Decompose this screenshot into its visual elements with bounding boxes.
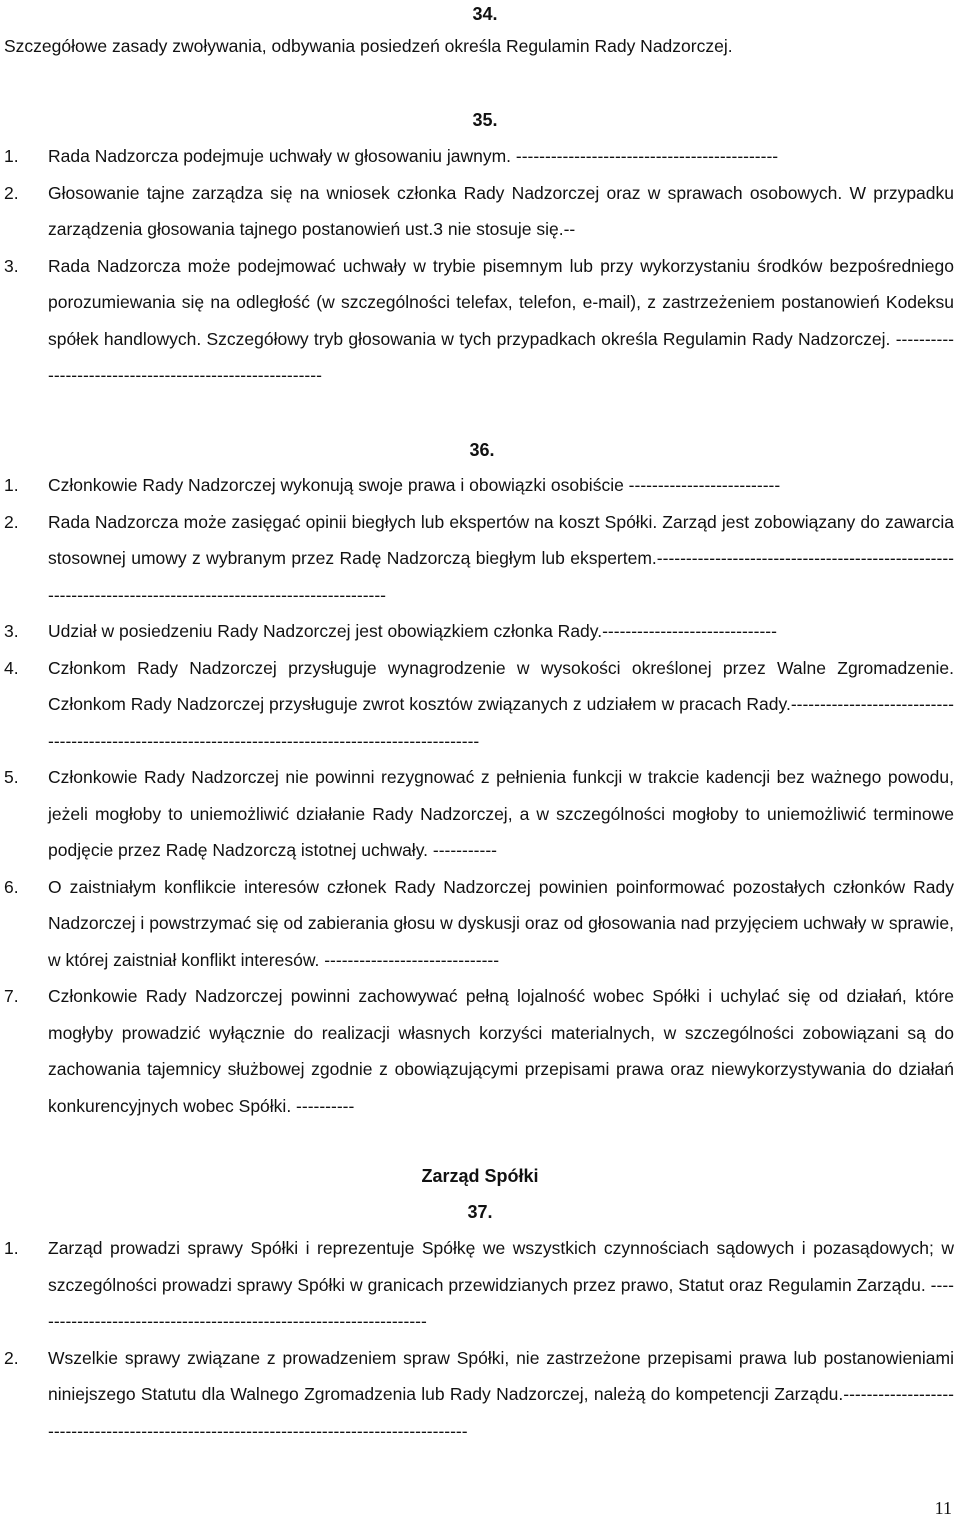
section-37-number: 37. xyxy=(467,1202,493,1222)
item-number: 7. xyxy=(4,986,19,1006)
list-item xyxy=(0,978,960,1124)
list-item xyxy=(0,650,960,760)
section-36-list xyxy=(0,467,960,1124)
item-text: Głosowanie tajne zarządza się na wniosek członka Rady Nadzorczej oraz w sprawach osobowych. W przypadku zarządzenia głosowania tajnego postanowień ust.3 nie stosuje się.-- xyxy=(48,182,954,239)
section-35 xyxy=(0,104,960,394)
item-text: Członkowie Rady Nadzorczej powinni zachowywać pełną lojalność wobec Spółki i uchylać się od działań, które mogłyby prowadzić wyłącznie do realizacji własnych korzyści materialnych, w szczególności zobowiązani są do zachowania tajemnicy służbowej zgodnie z obowiązującymi przepisami prawa oraz niewykorzystywania do działań konkurencyjnych wobec Spółki. ---------- xyxy=(48,986,954,1116)
item-number: 1. xyxy=(4,475,19,495)
list-item xyxy=(0,175,960,248)
section-35-number: 35. xyxy=(472,110,498,130)
item-number: 5. xyxy=(4,767,19,787)
section-37-list xyxy=(0,1230,960,1449)
item-number: 2. xyxy=(4,182,19,203)
item-text: Udział w posiedzeniu Rady Nadzorczej jest obowiązkiem członka Rady.------------------------------ xyxy=(48,621,777,641)
item-number: 2. xyxy=(4,1347,19,1368)
item-text: Rada Nadzorcza może podejmować uchwały w trybie pisemnym lub przy wykorzystaniu środków bezpośredniego porozumiewania się na odległość (w szczególności telefax, telefon, e-mail), z zastrzeżeniem postanowień Kodeksu spółek handlowych. Szczegółowy tryb głosowania w tych przypadkach określa Regulamin Rady Nadzorczej. --------------------------------------------------------- xyxy=(48,255,954,385)
item-number: 2. xyxy=(4,511,19,532)
section-37 xyxy=(0,1158,960,1449)
section-36-number: 36. xyxy=(469,440,495,460)
item-text: O zaistniałym konflikcie interesów członek Rady Nadzorczej powinien poinformować pozostałych członków Rady Nadzorczej i powstrzymać się od zabierania głosu w dyskusji oraz od głosowania nad przyjęciem uchwały w sprawie, w której zaistniał konflikt interesów. ------------------------------ xyxy=(48,876,954,970)
section-34-number: 34. xyxy=(472,4,498,24)
list-item xyxy=(0,138,960,175)
item-text: Rada Nadzorcza podejmuje uchwały w głosowaniu jawnym. --------------------------------------------- xyxy=(48,146,779,166)
list-item xyxy=(0,613,960,650)
section-35-list xyxy=(0,138,960,394)
item-number: 1. xyxy=(4,1238,19,1258)
section-34 xyxy=(0,0,960,64)
item-number: 6. xyxy=(4,876,19,897)
item-number: 3. xyxy=(4,255,19,276)
page-number: 11 xyxy=(934,1498,952,1518)
list-item xyxy=(0,467,960,504)
item-number: 3. xyxy=(4,621,19,641)
item-text: Wszelkie sprawy związane z prowadzeniem spraw Spółki, nie zastrzeżone przepisami prawa lub postanowieniami niniejszego Statutu dla Walnego Zgromadzenia lub Rady Nadzorczej, należą do kompetencji Zarządu.------------------------------------------------------------------------------------------- xyxy=(48,1347,954,1441)
list-item xyxy=(0,504,960,614)
list-item xyxy=(0,869,960,979)
section-36 xyxy=(0,433,960,1124)
list-item xyxy=(0,759,960,869)
list-item xyxy=(0,248,960,394)
item-number: 4. xyxy=(4,657,19,678)
item-text: Członkowie Rady Nadzorczej nie powinni rezygnować z pełnienia funkcji w trakcie kadencji bez ważnego powodu, jeżeli mogłoby to uniemożliwić działanie Rady Nadzorczej, a w szczególności mogłoby to uniemożliwić terminowe podjęcie przez Radę Nadzorczą istotnej uchwały. ----------- xyxy=(48,767,954,860)
item-text: Rada Nadzorcza może zasięgać opinii biegłych lub ekspertów na koszt Spółki. Zarząd jest zobowiązany do zawarcia stosownej umowy z wybranym przez Radę Nadzorczą biegłym lub ekspertem.------------------------------------------------------------------------------------------------------------- xyxy=(48,511,954,605)
chapter-title: Zarząd Spółki xyxy=(421,1166,539,1186)
section-34-text: Szczegółowe zasady zwoływania, odbywania posiedzeń określa Regulamin Rady Nadzorczej. xyxy=(4,36,733,56)
item-number: 1. xyxy=(4,146,19,166)
list-item xyxy=(0,1230,960,1340)
list-item xyxy=(0,1340,960,1450)
item-text: Członkowie Rady Nadzorczej wykonują swoje prawa i obowiązki osobiście -------------------------- xyxy=(48,475,781,495)
item-text: Zarząd prowadzi sprawy Spółki i reprezentuje Spółkę we wszystkich czynnościach sądowych i pozasądowych; w szczególności prowadzi sprawy Spółki w granicach przewidzianych przez prawo, Statut oraz Regulamin Zarządu. --------------------------------------------------------------------- xyxy=(48,1238,954,1331)
item-text: Członkom Rady Nadzorczej przysługuje wynagrodzenie w wysokości określonej przez Walne Zgromadzenie. Członkom Rady Nadzorczej przysługuje zwrot kosztów związanych z udziałem w pracach Rady.------------------------------------------------------------------------------------------------------ xyxy=(48,657,954,751)
